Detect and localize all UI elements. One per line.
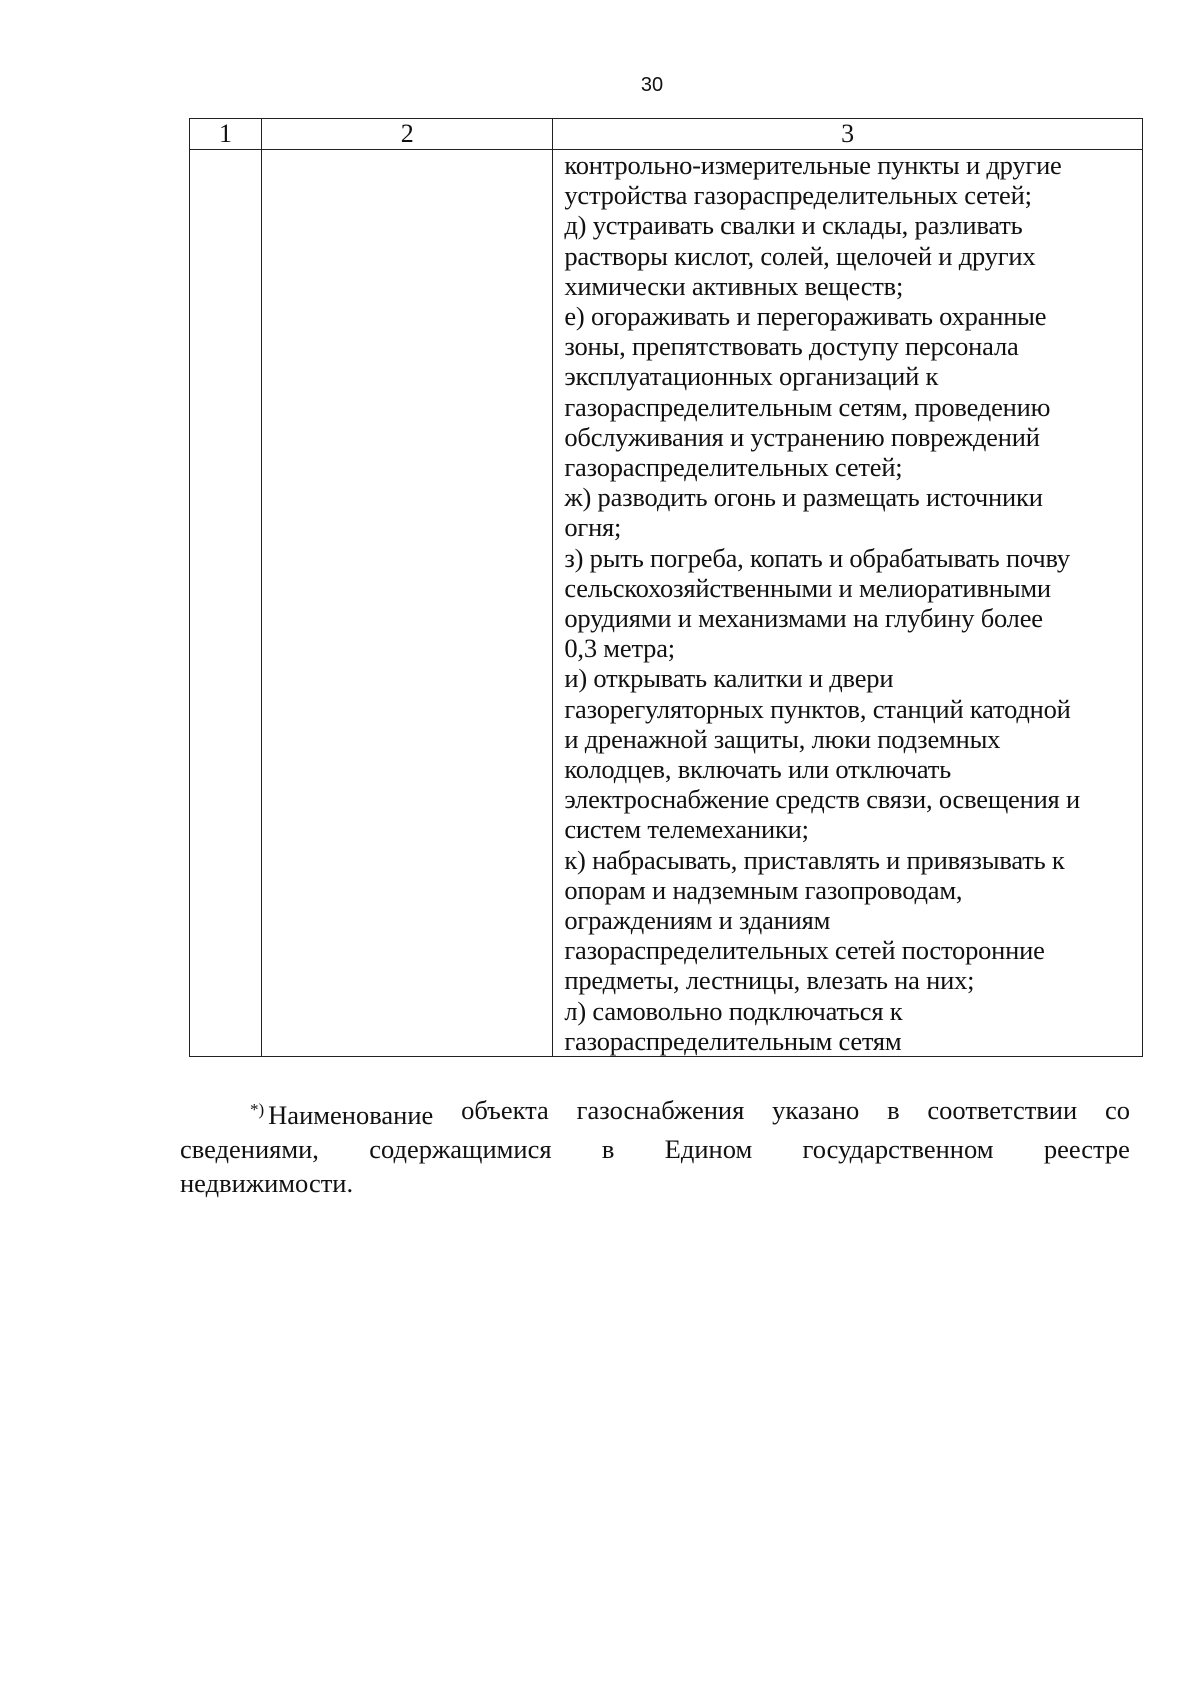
footnote-word: указано bbox=[772, 1095, 860, 1125]
footnote-word: объекта bbox=[461, 1095, 549, 1125]
footnote-line-2 bbox=[180, 1132, 1130, 1166]
footnote-word: в bbox=[601, 1134, 615, 1164]
cell-column-3-restrictions bbox=[553, 150, 1143, 1057]
footnote-line-3: недвижимости. bbox=[180, 1168, 354, 1198]
table-header bbox=[190, 119, 1143, 150]
restriction-line: ж) разводить огонь и размещать источники bbox=[564, 482, 1043, 513]
column-header-3: 3 bbox=[553, 119, 1143, 150]
restriction-line: сельскохозяйственными и мелиоративными bbox=[564, 572, 1051, 603]
restriction-line: орудиями и механизмами на глубину более bbox=[564, 603, 1043, 634]
restriction-line: ограждениям и зданиям bbox=[564, 905, 831, 936]
restriction-line: эксплуатационных организаций к bbox=[564, 361, 939, 392]
table-body bbox=[190, 150, 1143, 1057]
restriction-line: огня; bbox=[564, 512, 622, 543]
footnote-word: газоснабжения bbox=[576, 1095, 745, 1125]
restriction-line: газораспределительным сетям bbox=[564, 1025, 902, 1056]
footnote-word: соответствии bbox=[927, 1095, 1078, 1125]
restriction-line: систем телемеханики; bbox=[564, 814, 809, 845]
footnote-marker: *) bbox=[250, 1100, 265, 1119]
restriction-line: растворы кислот, солей, щелочей и других bbox=[564, 240, 1036, 271]
column-header-2: 2 bbox=[262, 119, 553, 150]
footnote-word: сведениями, bbox=[180, 1134, 319, 1164]
footnote-word: *) Наименование bbox=[250, 1100, 434, 1130]
footnote-line-1 bbox=[180, 1093, 1130, 1132]
restriction-line: е) огораживать и перегораживать охранные bbox=[564, 301, 1047, 332]
footnote-word: реестре bbox=[1043, 1134, 1130, 1164]
footnote bbox=[180, 1093, 1130, 1200]
restriction-line: к) набрасывать, приставлять и привязывать к bbox=[564, 844, 1065, 875]
restriction-line: опорам и надземным газопроводам, bbox=[564, 874, 963, 905]
restriction-line: д) устраивать свалки и склады, разливать bbox=[564, 210, 1023, 241]
restriction-line: предметы, лестницы, влезать на них; bbox=[564, 965, 975, 996]
restriction-line: л) самовольно подключаться к bbox=[564, 995, 903, 1026]
footnote-word: со bbox=[1104, 1095, 1130, 1125]
cell-column-1 bbox=[190, 150, 262, 1057]
page-number: 30 bbox=[640, 74, 664, 96]
restriction-line: устройства газораспределительных сетей; bbox=[564, 180, 1032, 211]
restriction-line: газораспределительных сетей посторонние bbox=[564, 935, 1045, 966]
document-table bbox=[189, 118, 1143, 1057]
table-row bbox=[190, 150, 1143, 1057]
footnote-word: государственном bbox=[802, 1134, 994, 1164]
restriction-line: контрольно-измерительные пункты и другие bbox=[564, 150, 1062, 180]
restriction-line: зоны, препятствовать доступу персонала bbox=[564, 331, 1019, 362]
footnote-word: содержащимися bbox=[369, 1134, 552, 1164]
restriction-line: и) открывать калитки и двери bbox=[564, 663, 894, 694]
column-header-1: 1 bbox=[190, 119, 262, 150]
footnote-word: Едином bbox=[664, 1134, 753, 1164]
restriction-line: и дренажной защиты, люки подземных bbox=[564, 723, 1001, 754]
restriction-line: 0,3 метра; bbox=[564, 633, 675, 664]
restriction-line: обслуживания и устранению повреждений bbox=[564, 421, 1040, 452]
footnote-word: в bbox=[887, 1095, 900, 1125]
restriction-line: электроснабжение средств связи, освещения и bbox=[564, 784, 1080, 815]
restriction-line: химически активных веществ; bbox=[564, 270, 904, 301]
table-header-row bbox=[190, 119, 1143, 150]
restriction-line: з) рыть погреба, копать и обрабатывать почву bbox=[564, 542, 1070, 573]
cell-column-2 bbox=[262, 150, 553, 1057]
restriction-line: газораспределительных сетей; bbox=[564, 452, 903, 483]
restriction-line: колодцев, включать или отключать bbox=[564, 754, 952, 785]
restriction-line: газорегуляторных пунктов, станций катодной bbox=[564, 693, 1071, 724]
restriction-line: газораспределительным сетям, проведению bbox=[564, 391, 1051, 422]
